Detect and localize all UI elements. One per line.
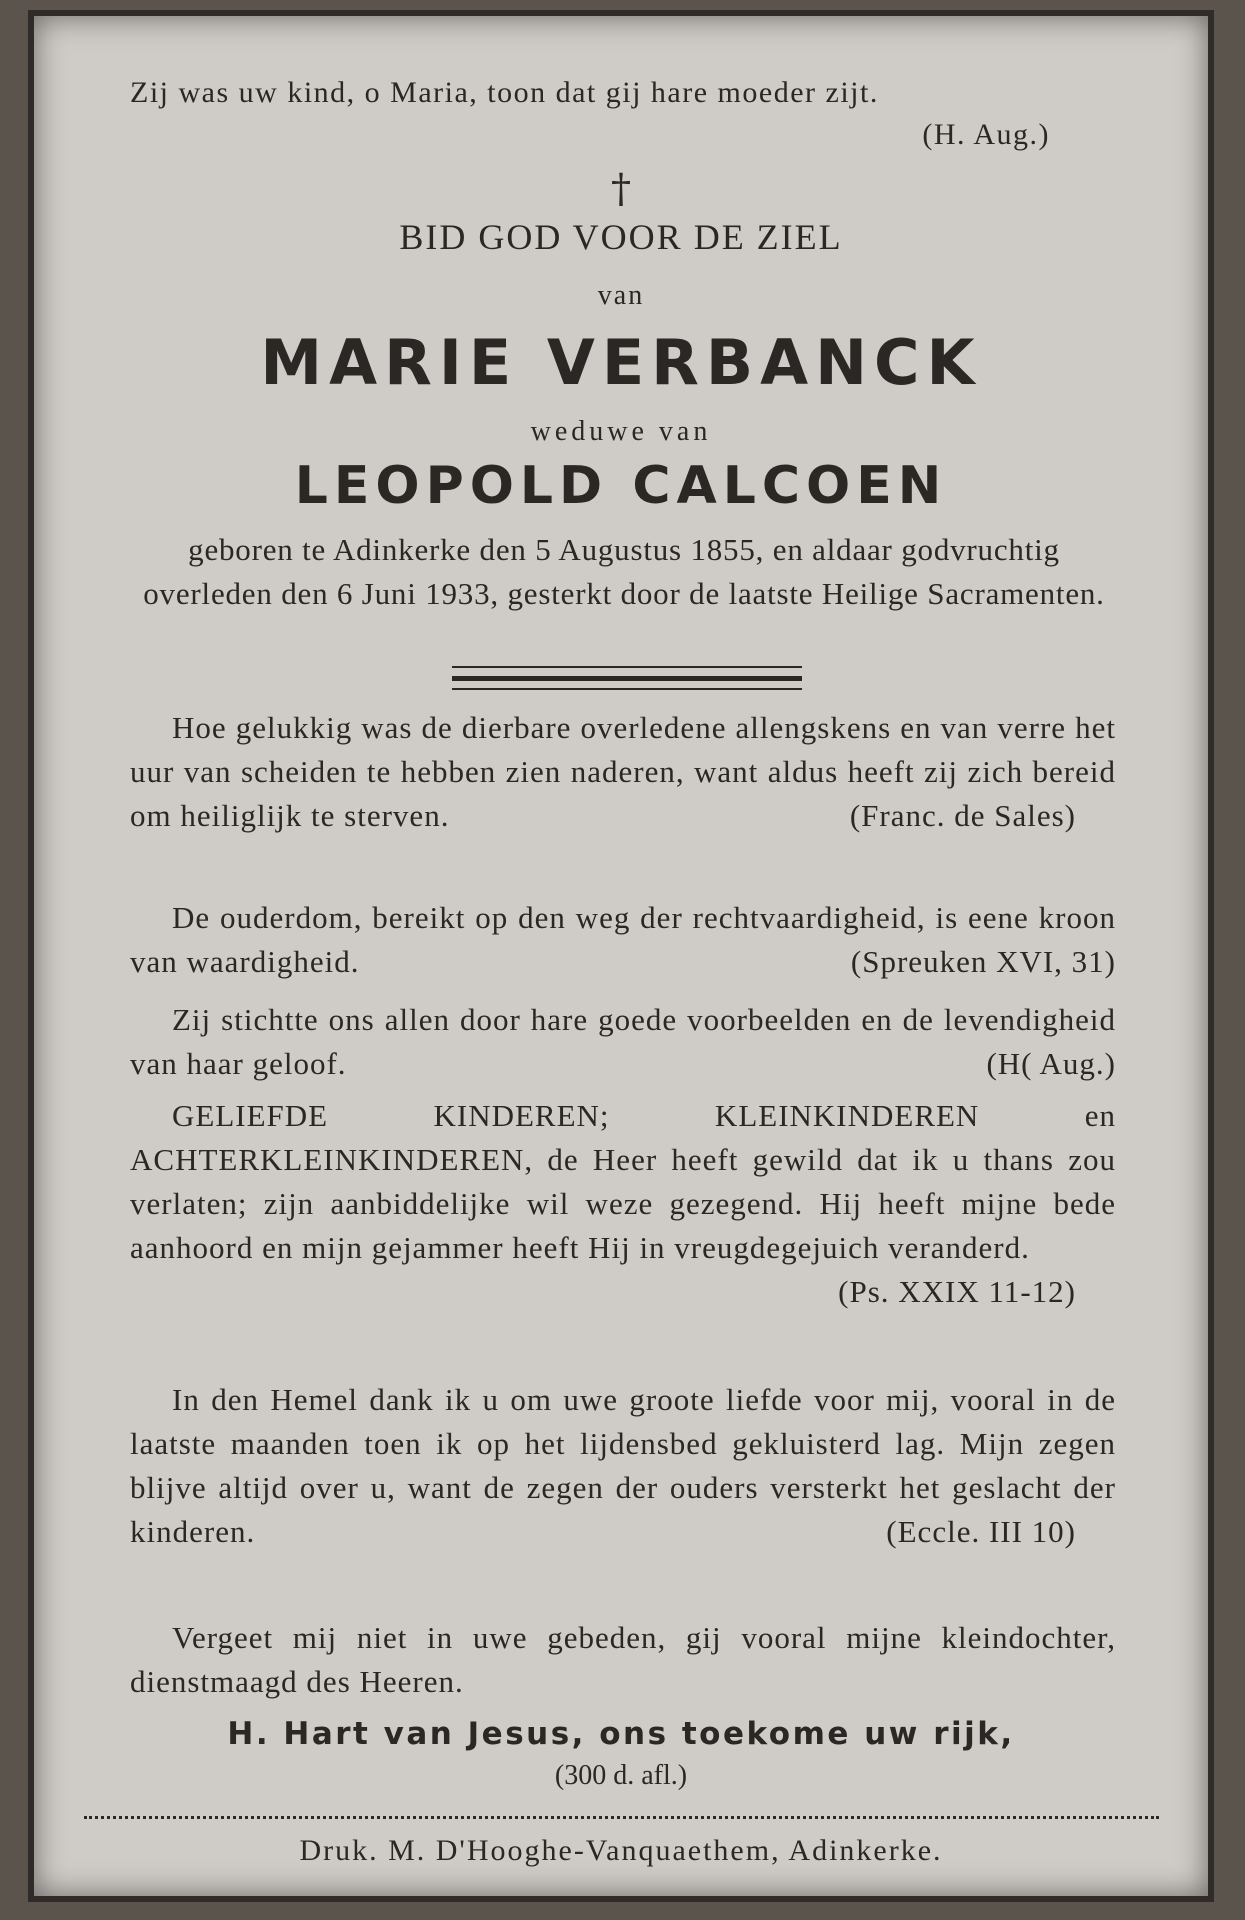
closing-prayer: H. Hart van Jesus, ons toekome uw rijk, — [227, 1716, 1015, 1752]
passage-text: Hoe gelukkig was de dierbare overledene allengskens en van verre het uur van scheiden te hebben zien naderen, want aldus heeft zij zich bereid om heiliglijk te sterven. — [130, 710, 1116, 833]
passage-text: Zij stichtte ons allen door hare goede voorbeelden en de levendigheid van haar geloof. — [130, 1002, 1116, 1081]
birth-death-text: geboren te Adinkerke den 5 Augustus 1855, en aldaar godvruchtig overleden den 6 Juni 1933, gesterkt door de laatste Heilige Sacramenten. — [143, 532, 1105, 611]
epigraph-text: Zij was uw kind, o Maria, toon dat gij hare moeder zijt. — [130, 76, 879, 109]
divider-line — [452, 666, 802, 668]
widow-of-label: weduwe van — [530, 416, 712, 447]
printer-credit: Druk. M. D'Hooghe-Vanquaethem, Adinkerke. — [299, 1834, 943, 1867]
van-label: van — [597, 280, 645, 311]
passage-source: (H( Aug.) — [986, 1046, 1116, 1081]
passage — [130, 998, 1116, 1086]
passage-text: Vergeet mij niet in uwe gebeden, gij vooral mijne kleindochter, dienstmaagd des Heeren. — [130, 1620, 1116, 1699]
passage-text: GELIEFDE KINDEREN; KLEINKINDEREN en ACHTERKLEINKINDEREN, de Heer heeft gewild dat ik u thans zou verlaten; zijn aanbiddelijke wil weze gezegend. Hij heeft mijne bede aanhoord en mijn gejammer heeft Hij in vreugdegejuich veranderd. — [130, 1098, 1116, 1265]
passage — [130, 706, 1116, 838]
passage-text: In den Hemel dank ik u om uwe groote liefde voor mij, vooral in de laatste maanden toen ik op het lijdensbed gekluisterd lag. Mijn zegen blijve altijd over u, want de zegen der ouders versterkt het geslacht der kinderen. — [130, 1382, 1116, 1549]
passage-source: (Franc. de Sales) — [849, 798, 1076, 833]
heading: BID GOD VOOR DE ZIEL — [399, 217, 843, 257]
passage-text: De ouderdom, bereikt op den weg der rechtvaardigheid, is eene kroon van waardigheid. — [130, 900, 1116, 979]
deceased-name: MARIE VERBANCK — [260, 326, 982, 399]
divider-line — [452, 676, 802, 681]
passage-source: (Spreuken XVI, 31) — [850, 944, 1116, 979]
footer-divider — [84, 1816, 1159, 1819]
passage — [130, 1616, 1116, 1704]
passage — [130, 1094, 1116, 1314]
memorial-card — [34, 16, 1208, 1896]
indulgence-note: (300 d. afl.) — [554, 1760, 688, 1791]
cross-icon: † — [611, 166, 631, 212]
passage — [130, 1378, 1116, 1554]
epigraph — [130, 72, 1110, 156]
divider-line — [452, 688, 802, 690]
epigraph-source: (H. Aug.) — [922, 118, 1050, 151]
husband-name: LEOPOLD CALCOEN — [294, 456, 948, 516]
passage-source: (Ps. XXIX 11-12) — [838, 1274, 1076, 1309]
passage — [130, 896, 1116, 984]
passage-source: (Eccle. III 10) — [886, 1514, 1076, 1549]
